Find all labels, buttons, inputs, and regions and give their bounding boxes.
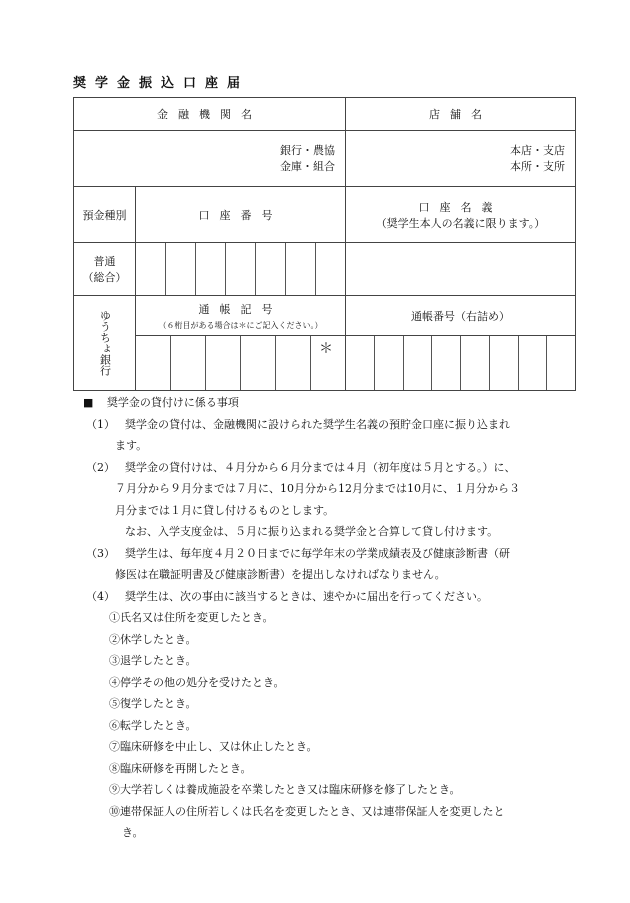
reason-item-continued: き。	[122, 826, 144, 839]
note-number: （4）	[86, 589, 115, 603]
yucho-label: ゆうちょ銀行	[98, 310, 112, 376]
reason-item: ①氏名又は住所を変更したとき。	[109, 611, 274, 624]
institution-type-2: 金庫・組合	[280, 159, 335, 173]
yucho-label-cell	[74, 296, 136, 391]
institution-header: 金融機関名	[74, 98, 346, 131]
reason-item: ⑤復学したとき。	[109, 697, 197, 710]
deposit-type-ordinary: 普通	[93, 255, 116, 268]
passbook-code-header-cell	[136, 296, 346, 336]
notification-reasons	[73, 607, 583, 844]
sixth-digit-mark: ＊	[319, 341, 333, 357]
institution-type-1: 銀行・農協	[280, 143, 335, 157]
deposit-type-value	[74, 243, 136, 296]
account-name-header: 口座名義	[418, 200, 503, 214]
note-number: （1）	[86, 417, 115, 431]
reason-item: ⑦臨床研修を中止し、又は休止したとき。	[109, 740, 318, 753]
branch-type-1: 本店・支店	[510, 143, 565, 157]
reason-item: ④停学その他の処分を受けたとき。	[109, 675, 285, 689]
passbook-code-header: 通帳記号	[198, 302, 283, 316]
deposit-type-general: （総合）	[82, 271, 127, 284]
note-line: ます。	[115, 439, 148, 452]
note-line: なお、入学支度金は、５月に振り込まれる奨学金と合算して貸し付けます。	[125, 525, 499, 538]
passbook-code-boxes[interactable]	[136, 336, 346, 391]
reason-item: ③退学したとき。	[109, 654, 197, 667]
reason-item: ⑥転学したとき。	[109, 718, 197, 732]
note-line: 奨学生は、次の事由に該当するときは、速やかに届出を行ってください。	[125, 589, 488, 603]
page-title: 奨学金振込口座届	[73, 76, 250, 91]
branch-type-2: 本所・支所	[510, 159, 565, 173]
account-name-field[interactable]	[346, 243, 576, 296]
branch-field[interactable]	[346, 131, 576, 187]
note-item-3	[73, 543, 583, 586]
account-number-boxes[interactable]	[136, 243, 346, 296]
note-item-2	[73, 457, 583, 543]
note-item-4	[73, 586, 583, 608]
note-line: 奨学金の貸付は、金融機関に設けられた奨学生名義の預貯金口座に振り込まれ	[125, 417, 510, 431]
passbook-number-boxes[interactable]	[346, 336, 576, 391]
account-name-note: （奨学生本人の名義に限ります。）	[375, 216, 546, 230]
note-line: 奨学生は、毎年度４月２０日までに毎学年末の学業成績表及び健康診断書（研	[125, 546, 510, 560]
account-name-header-cell	[346, 187, 576, 243]
deposit-type-header: 預金種別	[74, 187, 136, 243]
passbook-code-note: （６桁目がある場合は＊にご記入ください。）	[158, 320, 323, 330]
heading-mark: ■	[83, 396, 94, 409]
note-number: （3）	[86, 546, 115, 560]
bank-account-form	[73, 97, 576, 391]
note-line: 修医は在職証明書及び健康診断書）を提出しなければなりません。	[115, 568, 446, 581]
passbook-number-header: 通帳番号（右詰め）	[346, 296, 576, 336]
reason-item: ⑧臨床研修を再開したとき。	[109, 761, 252, 775]
reason-item: ⑩連帯保証人の住所若しくは氏名を変更したとき、又は連帯保証人を変更したと	[109, 804, 505, 818]
institution-field[interactable]	[74, 131, 346, 187]
branch-header: 店舗名	[346, 98, 576, 131]
heading-text: 奨学金の貸付けに係る事項	[106, 396, 239, 409]
note-item-1	[73, 414, 583, 457]
note-line: 月分までは１月に貸し付けるものとします。	[115, 503, 335, 517]
reason-item: ②休学したとき。	[109, 632, 197, 646]
account-number-header: 口座番号	[136, 187, 346, 243]
note-line: 奨学金の貸付けは、４月分から６月分までは４月（初年度は５月とする。）に、	[125, 460, 516, 474]
loan-notes	[73, 392, 583, 844]
note-line: ７月分から９月分までは７月に、10月分から12月分までは10月に、１月分から３	[115, 482, 520, 495]
reason-item: ⑨大学若しくは養成施設を卒業したとき又は臨床研修を修了したとき。	[109, 783, 461, 796]
notes-heading	[83, 392, 583, 414]
note-number: （2）	[86, 460, 115, 474]
